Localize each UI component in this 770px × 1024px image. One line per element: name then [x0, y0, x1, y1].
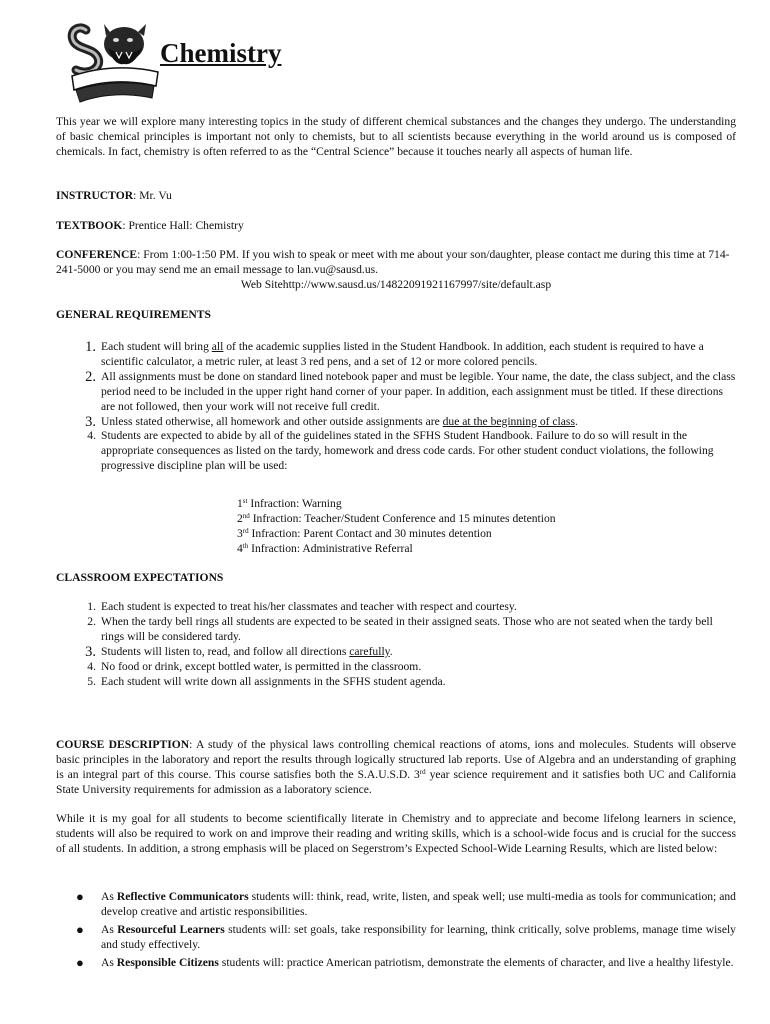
eslr-item [56, 956, 736, 971]
list-item-text: Students are expected to abide by all of the guidelines stated in the SFHS Student Handbook. Failure to do so will result in the appropriate consequences as listed on the tardy, homework and dress code cards. For other student conduct violations, the following progressive discipline plan will be used: [101, 429, 714, 473]
infraction-number: 4 [237, 542, 243, 555]
eslr-item [56, 923, 736, 953]
infraction-text: Infraction: Warning [247, 497, 342, 510]
section-heading: GENERAL REQUIREMENTS [56, 308, 211, 321]
list-item-text-end: . [574, 414, 578, 428]
infraction-line [237, 541, 556, 556]
list-item-number: 1. [85, 339, 96, 355]
course-text-2: year science requirement and it satisfies both UC and California State University requirements for admission as a laboratory science. [56, 767, 736, 796]
infraction-line [237, 496, 556, 511]
eslr-section [56, 890, 736, 974]
list-item [56, 660, 736, 675]
conference-section [56, 248, 736, 293]
list-item [56, 645, 736, 660]
infraction-ordinal: st [242, 497, 248, 505]
textbook-label: TEXTBOOK [56, 219, 123, 232]
instructor-value: : Mr. Vu [133, 189, 172, 202]
list-item-text-end: . [389, 644, 393, 658]
instructor-label: INSTRUCTOR [56, 189, 134, 202]
goal-paragraph: While it is my goal for all students to become scientifically literate in Chemistry and to appreciate and become lifelong learners in science, students will also be required to work on and improve their reading and writing skills, which is a school-wide focus and is crucial for the success of all students. In addition, a strong emphasis will be placed on Segerstrom’s Expected School-Wide Learning Results, which are listed below: [56, 812, 736, 855]
list-item [56, 340, 736, 370]
eslr-text-end: students will: think, read, write, listen, and speak well; use multi-media as tools for communication; and develop creative and artistic responsibilities. [101, 890, 736, 918]
eslr-text-start: As [101, 890, 117, 903]
general-requirements-list [56, 340, 736, 474]
section-heading: CLASSROOM EXPECTATIONS [56, 571, 224, 584]
list-item [56, 615, 736, 645]
eslr-text-end: students will: set goals, take responsibility for learning, think critically, solve problems, manage time wisely and study effectively. [101, 922, 736, 951]
list-item [56, 415, 736, 430]
list-item-text: Students will listen to, read, and follow all directions [101, 644, 350, 658]
eslr-text-start: As [101, 955, 117, 969]
list-item-number: 3. [85, 413, 96, 430]
infraction-number: 1 [237, 497, 243, 510]
list-item-number: 2. [85, 368, 96, 385]
list-item-number: 2. [87, 614, 96, 628]
list-item-text: All assignments must be done on standard lined notebook paper and must be legible. Your name, the date, the class subject, and the class period need to be included in the upper right hand corner of your paper. In addition, each assignment must be titled. If these directions are not followed, then your work will not receive full credit. [101, 369, 736, 413]
bullet-icon: ● [76, 889, 84, 904]
page-title: Chemistry [160, 38, 282, 68]
course-text-1: : A study of the physical laws controlling chemical reactions of atoms, ions and molecules. Students will observe basic principles in the laboratory and report the results through logically structured lab reports. Use of Algebra and an understanding of graphing is an integral part of this course. This course satisfies both the S.A.U.S.D. 3 [56, 738, 736, 781]
classroom-expectations-heading [56, 571, 736, 586]
list-item [56, 675, 736, 690]
list-item-text-end: of the academic supplies listed in the Student Handbook. In addition, each student is required to have a scientific calculator, a metric ruler, at least 3 red pens, and a set of 12 or more colored pencils. [101, 340, 704, 368]
general-requirements-heading [56, 308, 736, 323]
list-item-number: 5. [87, 674, 96, 688]
list-item [56, 429, 736, 474]
eslr-title: Responsible Citizens [116, 955, 219, 969]
list-item [56, 370, 736, 415]
infraction-ordinal: rd [242, 527, 249, 535]
bullet-icon: ● [76, 921, 84, 937]
infraction-ordinal: th [242, 542, 249, 550]
infraction-list [237, 496, 556, 556]
list-item-text: Unless stated otherwise, all homework and other outside assignments are [101, 414, 443, 428]
infraction-line [237, 511, 556, 526]
textbook-line [56, 219, 736, 234]
infraction-number: 3 [237, 527, 243, 540]
list-item-underlined: carefully [349, 644, 390, 658]
instructor-line [56, 189, 736, 204]
goal-section [56, 812, 736, 857]
jaguar-logo [64, 18, 164, 104]
intro-paragraph: This year we will explore many interesting topics in the study of different chemical substances and the changes they undergo. The understanding of basic chemical principles is important not only to chemists, but to all scientists because everything in the world around us is composed of chemicals. In fact, chemistry is often referred to as the “Central Science” because it touches nearly all aspects of human life. [56, 115, 736, 158]
list-item-text: When the tardy bell rings all students are expected to be seated in their assigned seats. Those who are not seated when the tardy bell rings will be considered tardy. [101, 614, 713, 643]
list-item-number: 4. [87, 429, 96, 443]
eslr-text-start: As [101, 922, 118, 936]
list-item-text: Each student will bring [101, 340, 212, 353]
textbook-value: : Prentice Hall: Chemistry [122, 219, 244, 232]
list-item-underlined: all [211, 340, 224, 353]
list-item-underlined: due at the beginning of class [442, 414, 575, 428]
infraction-number: 2 [237, 512, 243, 525]
list-item [56, 600, 736, 615]
conference-text: : From 1:00-1:50 PM. If you wish to speak or meet with me about your son/daughter, please contact me during this time at 714-241-5000 or you may send me an email message to lan.vu@sausd.us. [56, 248, 730, 276]
eslr-title: Resourceful Learners [117, 922, 225, 936]
list-item-text: Each student will write down all assignments in the SFHS student agenda. [101, 674, 446, 688]
conference-label: CONFERENCE [56, 248, 138, 261]
infraction-line [237, 526, 556, 541]
list-item-number: 1. [87, 600, 96, 613]
list-item-text: Each student is expected to treat his/her classmates and teacher with respect and courtesy. [101, 600, 517, 613]
infraction-text: Infraction: Teacher/Student Conference and 15 minutes detention [249, 512, 556, 525]
classroom-expectations-list [56, 600, 736, 689]
infraction-text: Infraction: Parent Contact and 30 minutes detention [248, 527, 492, 540]
list-item-number: 3. [85, 643, 96, 660]
course-description-section [56, 738, 736, 798]
course-label: COURSE DESCRIPTION [56, 738, 190, 751]
course-sup: rd [419, 767, 426, 776]
eslr-text-end: students will: practice American patriotism, demonstrate the elements of character, and live a healthy lifestyle. [218, 955, 734, 969]
eslr-item [56, 890, 736, 920]
bullet-icon: ● [76, 954, 84, 970]
infraction-ordinal: nd [242, 512, 250, 520]
list-item-text: No food or drink, except bottled water, is permitted in the classroom. [101, 659, 422, 673]
list-item-number: 4. [87, 659, 96, 673]
intro-section [56, 115, 736, 160]
website-link[interactable]: Web Sitehttp://www.sausd.us/14822091921167997/site/default.asp [240, 277, 552, 291]
eslr-title: Reflective Communicators [116, 890, 249, 903]
infraction-text: Infraction: Administrative Referral [248, 542, 413, 555]
